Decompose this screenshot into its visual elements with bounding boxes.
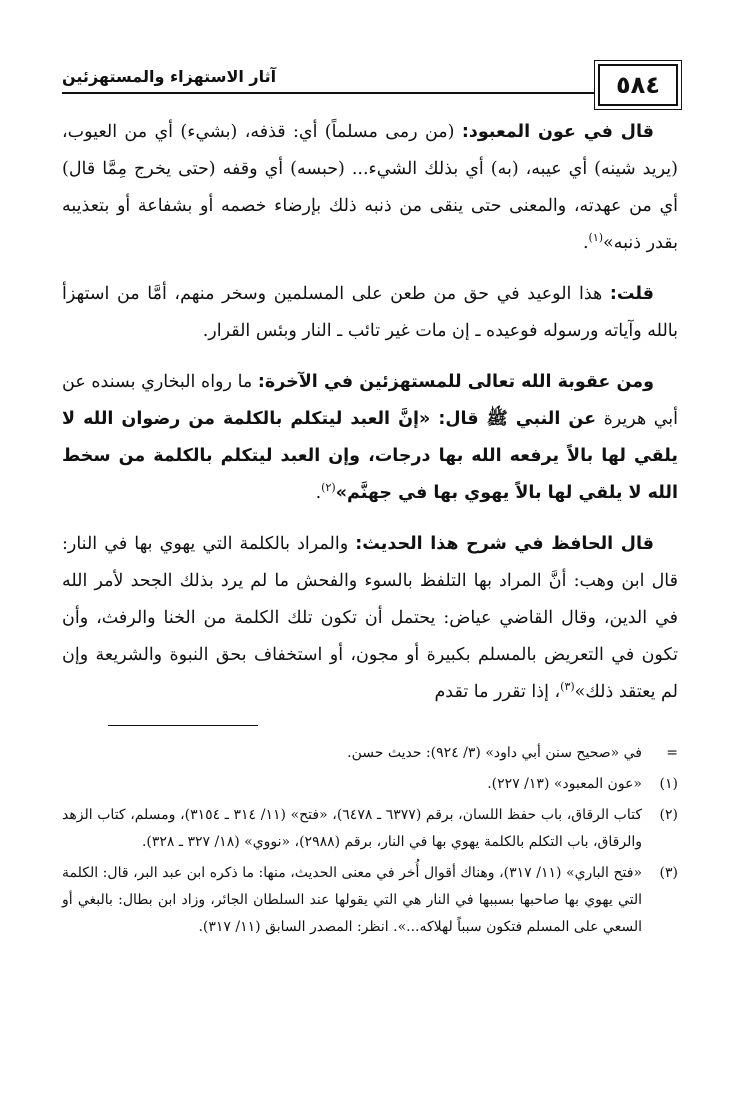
page-header — [62, 56, 678, 108]
paragraph-4 — [62, 526, 678, 711]
running-title: آثار الاستهزاء والمستهزئين — [62, 66, 286, 88]
paragraph-2-text: هذا الوعيد في حق من طعن على المسلمين وسخر منهم، أمَّا من استهزأ بالله وآياته ورسوله فوعيده ـ إن مات غير تائب ـ النار وبئس القرار. — [62, 284, 678, 341]
paragraph-4-tail: ، إذا تقرر ما تقدم — [434, 682, 561, 702]
footnote-mark: (١) — [659, 776, 678, 792]
footnote-ref-2: (٢) — [321, 481, 336, 495]
footnote-text: «فتح الباري» (١١/ ٣١٧)، وهناك أقوال أُخر في معنى الحديث، منها: ما ذكره ابن عبد البر، قال: الكلمة التي يهوي بها صاحبها بسببها في النار هي التي يقولها عند السلطان الجائر، وزاد ابن بطال: بالبغي أو السعي على المسلم فتكون سبباً لهلاكه...». انظر: المصدر السابق (١١/ ٣١٧). — [62, 865, 643, 935]
paragraph-3 — [62, 364, 678, 512]
paragraph-1-text: (من رمى مسلماً) أي: قذفه، (بشيء) أي من العيوب، (يريد شينه) أي عيبه، (به) أي بذلك الشيء... (حبسه) أي وقفه (حتى يخرج مِمَّا قال) أي من عهدته، والمعنى حتى ينقى من ذنبه ذلك بإرضاء خصمه أو بشفاعة أو بتعذيبه بقدر ذنبه» — [62, 122, 678, 253]
footnotes — [62, 740, 678, 941]
footnote-1 — [62, 771, 678, 798]
footnote-ref-3: (٣) — [560, 680, 575, 694]
footnote-separator — [108, 725, 258, 726]
footnote-continued — [62, 740, 678, 767]
footnote-2 — [62, 802, 678, 856]
footnote-text: في «صحيح سنن أبي داود» (٣/ ٩٢٤): حديث حسن. — [347, 745, 642, 761]
footnote-3 — [62, 860, 678, 941]
footnote-text: «عون المعبود» (١٣/ ٢٢٧). — [487, 776, 642, 792]
header-rule — [62, 92, 678, 94]
hadith-quote: عن النبي ﷺ قال: «إنَّ العبد ليتكلم بالكلمة من رضوان الله لا يلقي لها بالاً يرفعه الله بها درجات، وإن العبد ليتكلم بالكلمة من سخط الله لا يلقي لها بالاً يهوي بها في جهنَّم» — [62, 409, 678, 503]
paragraph-2 — [62, 276, 678, 350]
paragraph-4-text: والمراد بالكلمة التي يهوي بها في النار: قال ابن وهب: أنَّ المراد بها التلفظ بالسوء والفحش ما لم يرد بذلك الجحد لأمر الله في الدين، وقال القاضي عياض: يحتمل أن تكون تلك الكلمة من الخنا والرفث، وأن تكون في التعريض بالمسلم بكبيرة أو مجون، أو استخفاف بحق النبوة والشريعة وإن لم يعتقد ذلك» — [62, 534, 678, 702]
paragraph-3-tail: . — [315, 483, 322, 503]
paragraph-3-text: ما رواه البخاري بسنده عن أبي هريرة — [62, 372, 679, 429]
footnote-ref-1: (١) — [588, 231, 604, 245]
footnote-mark: (٢) — [659, 807, 678, 823]
page-number: ٥٨٤ — [598, 64, 678, 106]
footnote-text: كتاب الرقاق، باب حفظ اللسان، برقم (٦٣٧٧ ـ ٦٤٧٨)، «فتح» (١١/ ٣١٤ ـ ٣١٥٤)، ومسلم، كتاب الزهد والرقاق، باب التكلم بالكلمة يهوي بها في النار، برقم (٢٩٨٨)، «نووي» (١٨/ ٣٢٧ ـ ٣٢٨). — [62, 807, 642, 850]
footnote-mark: = — [666, 745, 678, 761]
book-page — [62, 56, 678, 945]
paragraph-3-lead: ومن عقوبة الله تعالى للمستهزئين في الآخرة: — [257, 372, 654, 392]
paragraph-2-lead: قلت: — [609, 284, 654, 304]
paragraph-1 — [62, 114, 678, 262]
footnote-mark: (٣) — [659, 865, 678, 881]
paragraph-1-lead: قال في عون المعبود: — [461, 122, 654, 142]
paragraph-1-tail: . — [582, 233, 589, 253]
paragraph-4-lead: قال الحافظ في شرح هذا الحديث: — [355, 534, 654, 554]
